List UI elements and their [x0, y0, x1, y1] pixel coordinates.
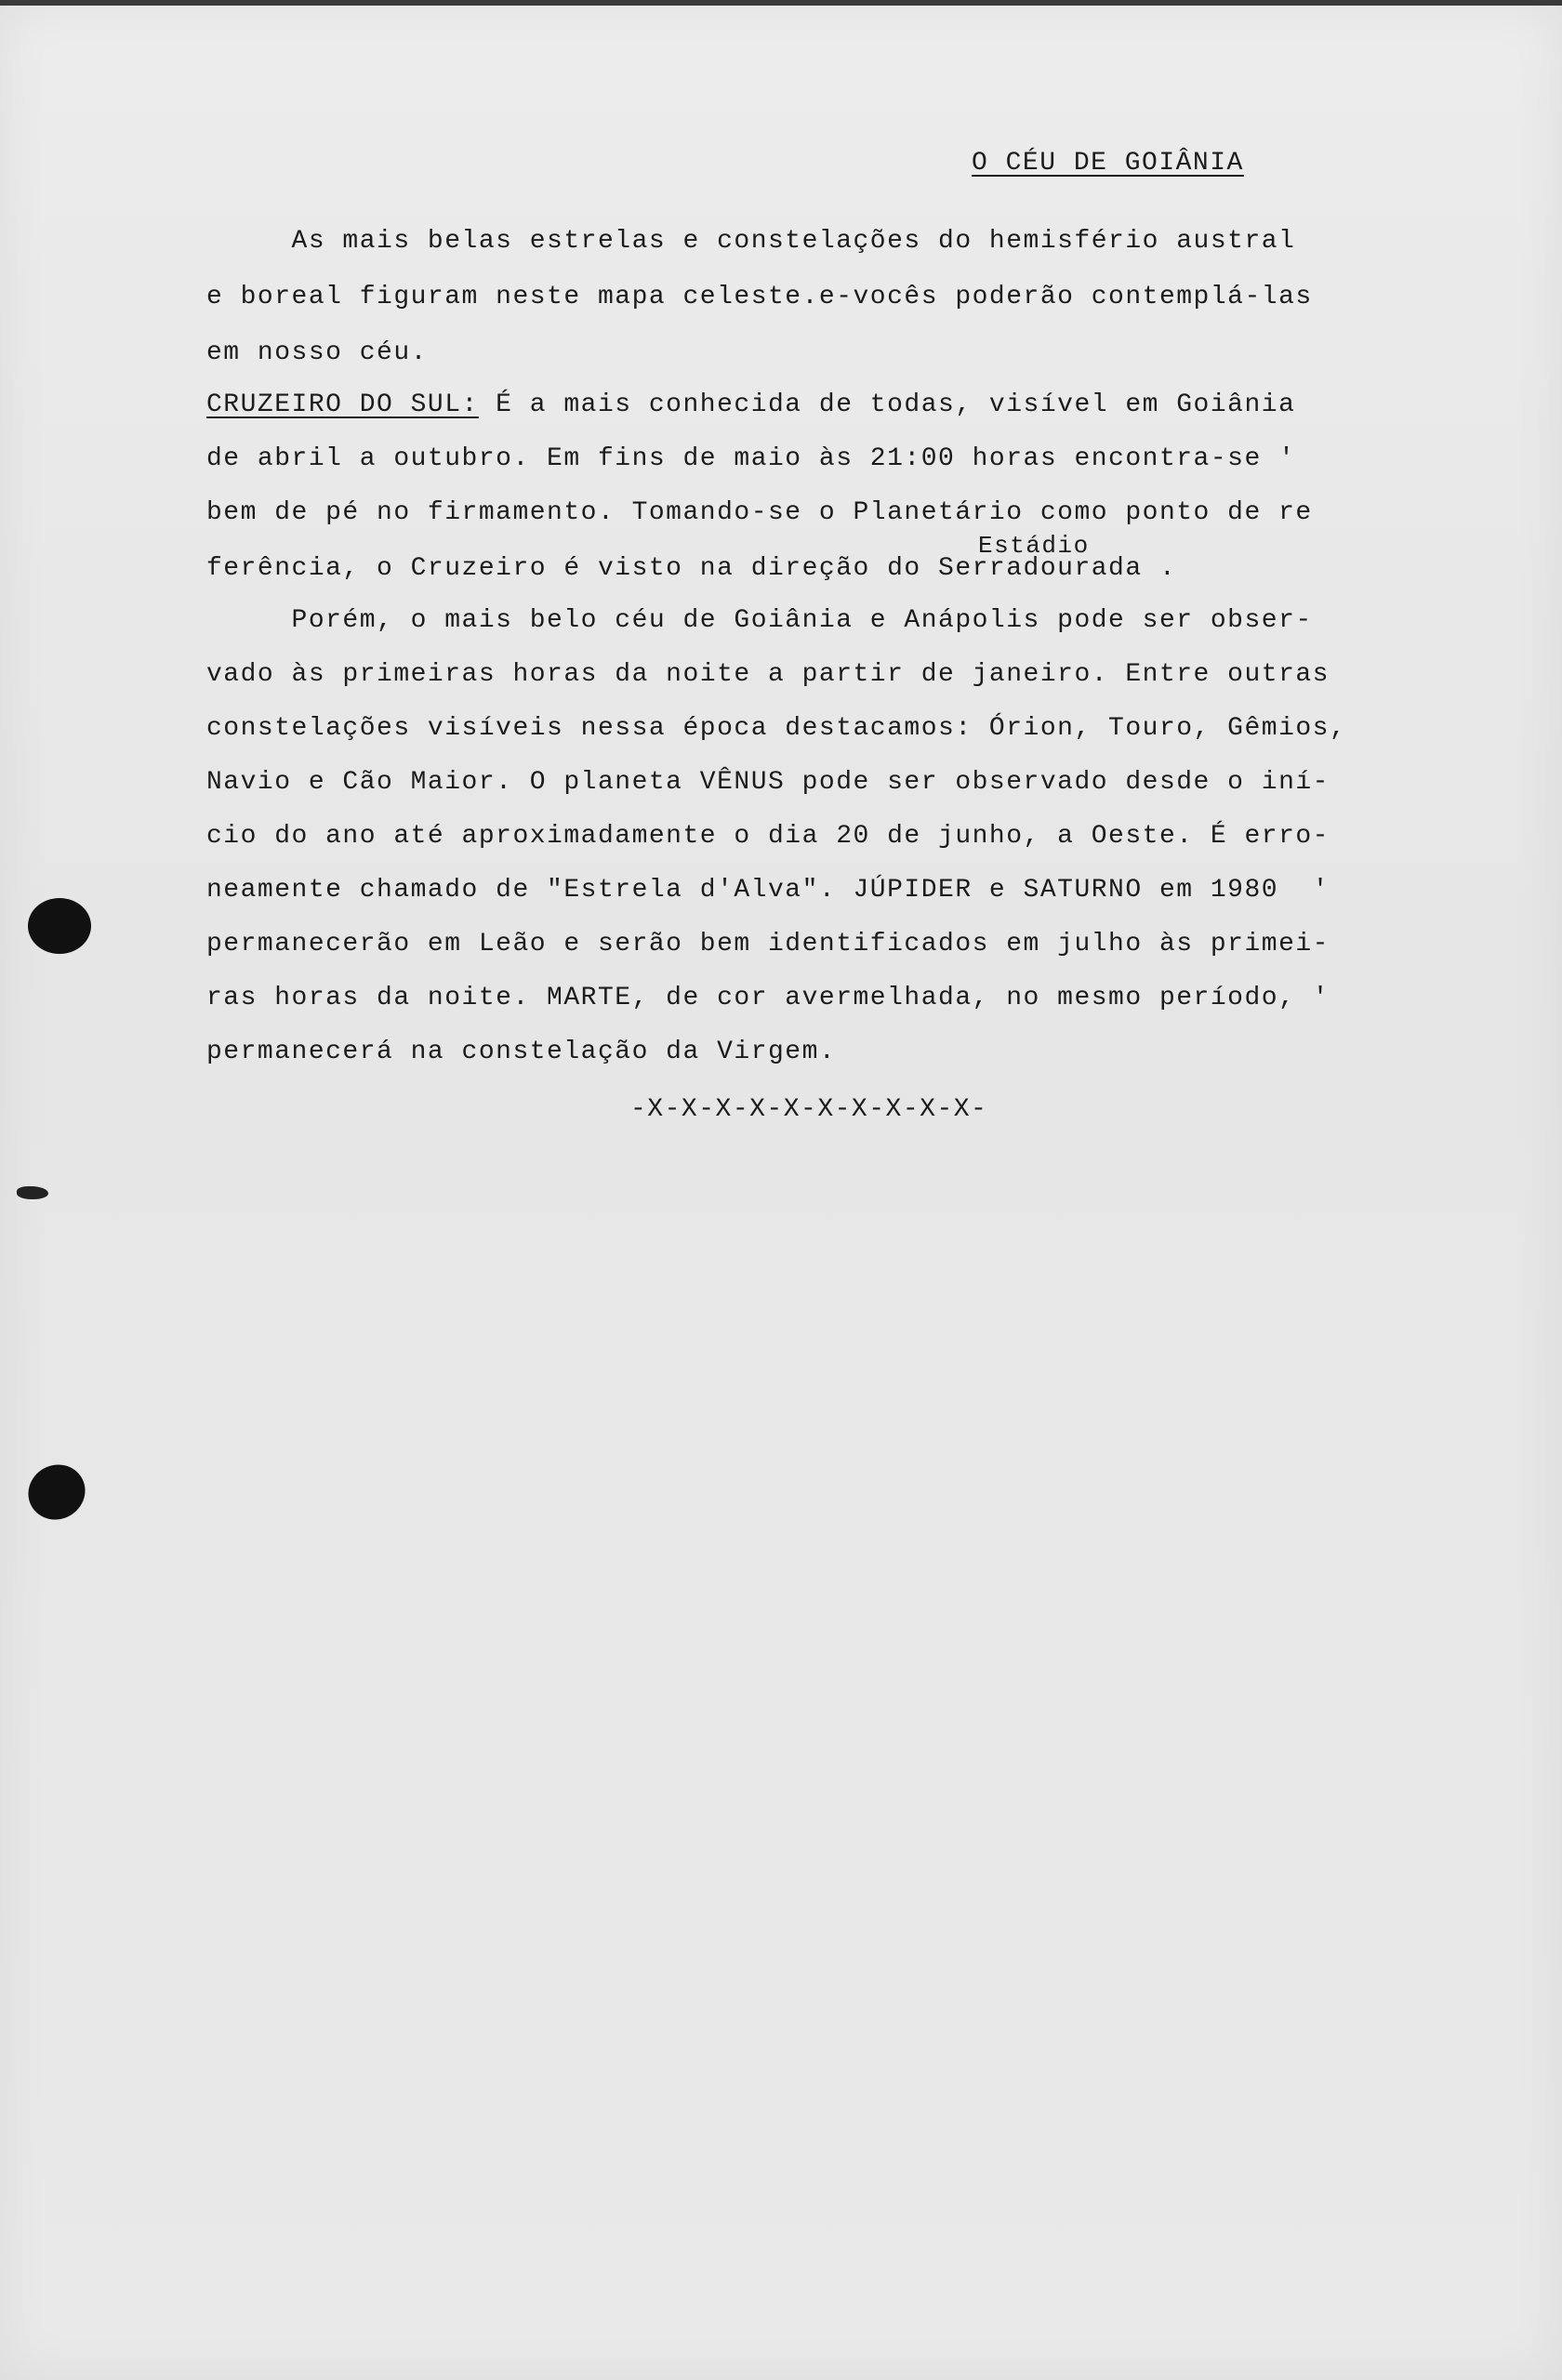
- porem-line-2: vado às primeiras horas da noite a partir de janeiro. Entre outras: [206, 660, 1330, 689]
- section-divider: -X-X-X-X-X-X-X-X-X-X-: [630, 1095, 988, 1124]
- cruzeiro-heading: CRUZEIRO DO SUL:: [206, 390, 479, 419]
- porem-line-1: Porém, o mais belo céu de Goiânia e Anápolis pode ser obser-: [206, 606, 1313, 635]
- intro-line-2: e boreal figuram neste mapa celeste.e-vocês poderão contemplá-las: [206, 283, 1313, 311]
- punch-hole-bottom: [19, 1454, 96, 1529]
- cruzeiro-first-line-text: É a mais conhecida de todas, visível em Goiânia: [478, 390, 1296, 419]
- porem-line-9: permanecerá na constelação da Virgem.: [206, 1038, 837, 1066]
- cruzeiro-line-4: ferência, o Cruzeiro é visto na direção do Serradourada .: [206, 554, 1177, 583]
- document-title: O CÉU DE GOIÂNIA: [972, 149, 1244, 178]
- ink-speck: [17, 1186, 48, 1199]
- punch-hole-top: [28, 898, 91, 954]
- porem-line-3: constelações visíveis nessa época destacamos: Órion, Touro, Gêmios,: [206, 714, 1347, 743]
- porem-line-7: permanecerão em Leão e serão bem identificados em julho às primei-: [206, 930, 1330, 959]
- intro-line-1: As mais belas estrelas e constelações do hemisfério austral: [206, 227, 1296, 256]
- intro-line-3: em nosso céu.: [206, 338, 428, 367]
- porem-line-6: neamente chamado de "Estrela d'Alva". JÚPIDER e SATURNO em 1980 ': [206, 876, 1330, 905]
- scan-top-edge: [0, 0, 1562, 6]
- cruzeiro-line-3: bem de pé no firmamento. Tomando-se o Planetário como ponto de re: [206, 498, 1313, 527]
- porem-line-8: ras horas da noite. MARTE, de cor avermelhada, no mesmo período, ': [206, 984, 1330, 1012]
- porem-line-4: Navio e Cão Maior. O planeta VÊNUS pode ser observado desde o iní-: [206, 768, 1330, 797]
- cruzeiro-first-line: [206, 390, 1295, 419]
- handwritten-insertion: Estádio: [978, 532, 1090, 560]
- cruzeiro-line-2: de abril a outubro. Em fins de maio às 21:00 horas encontra-se ': [206, 444, 1296, 473]
- porem-line-5: cio do ano até aproximadamente o dia 20 de junho, a Oeste. É erro-: [206, 822, 1330, 851]
